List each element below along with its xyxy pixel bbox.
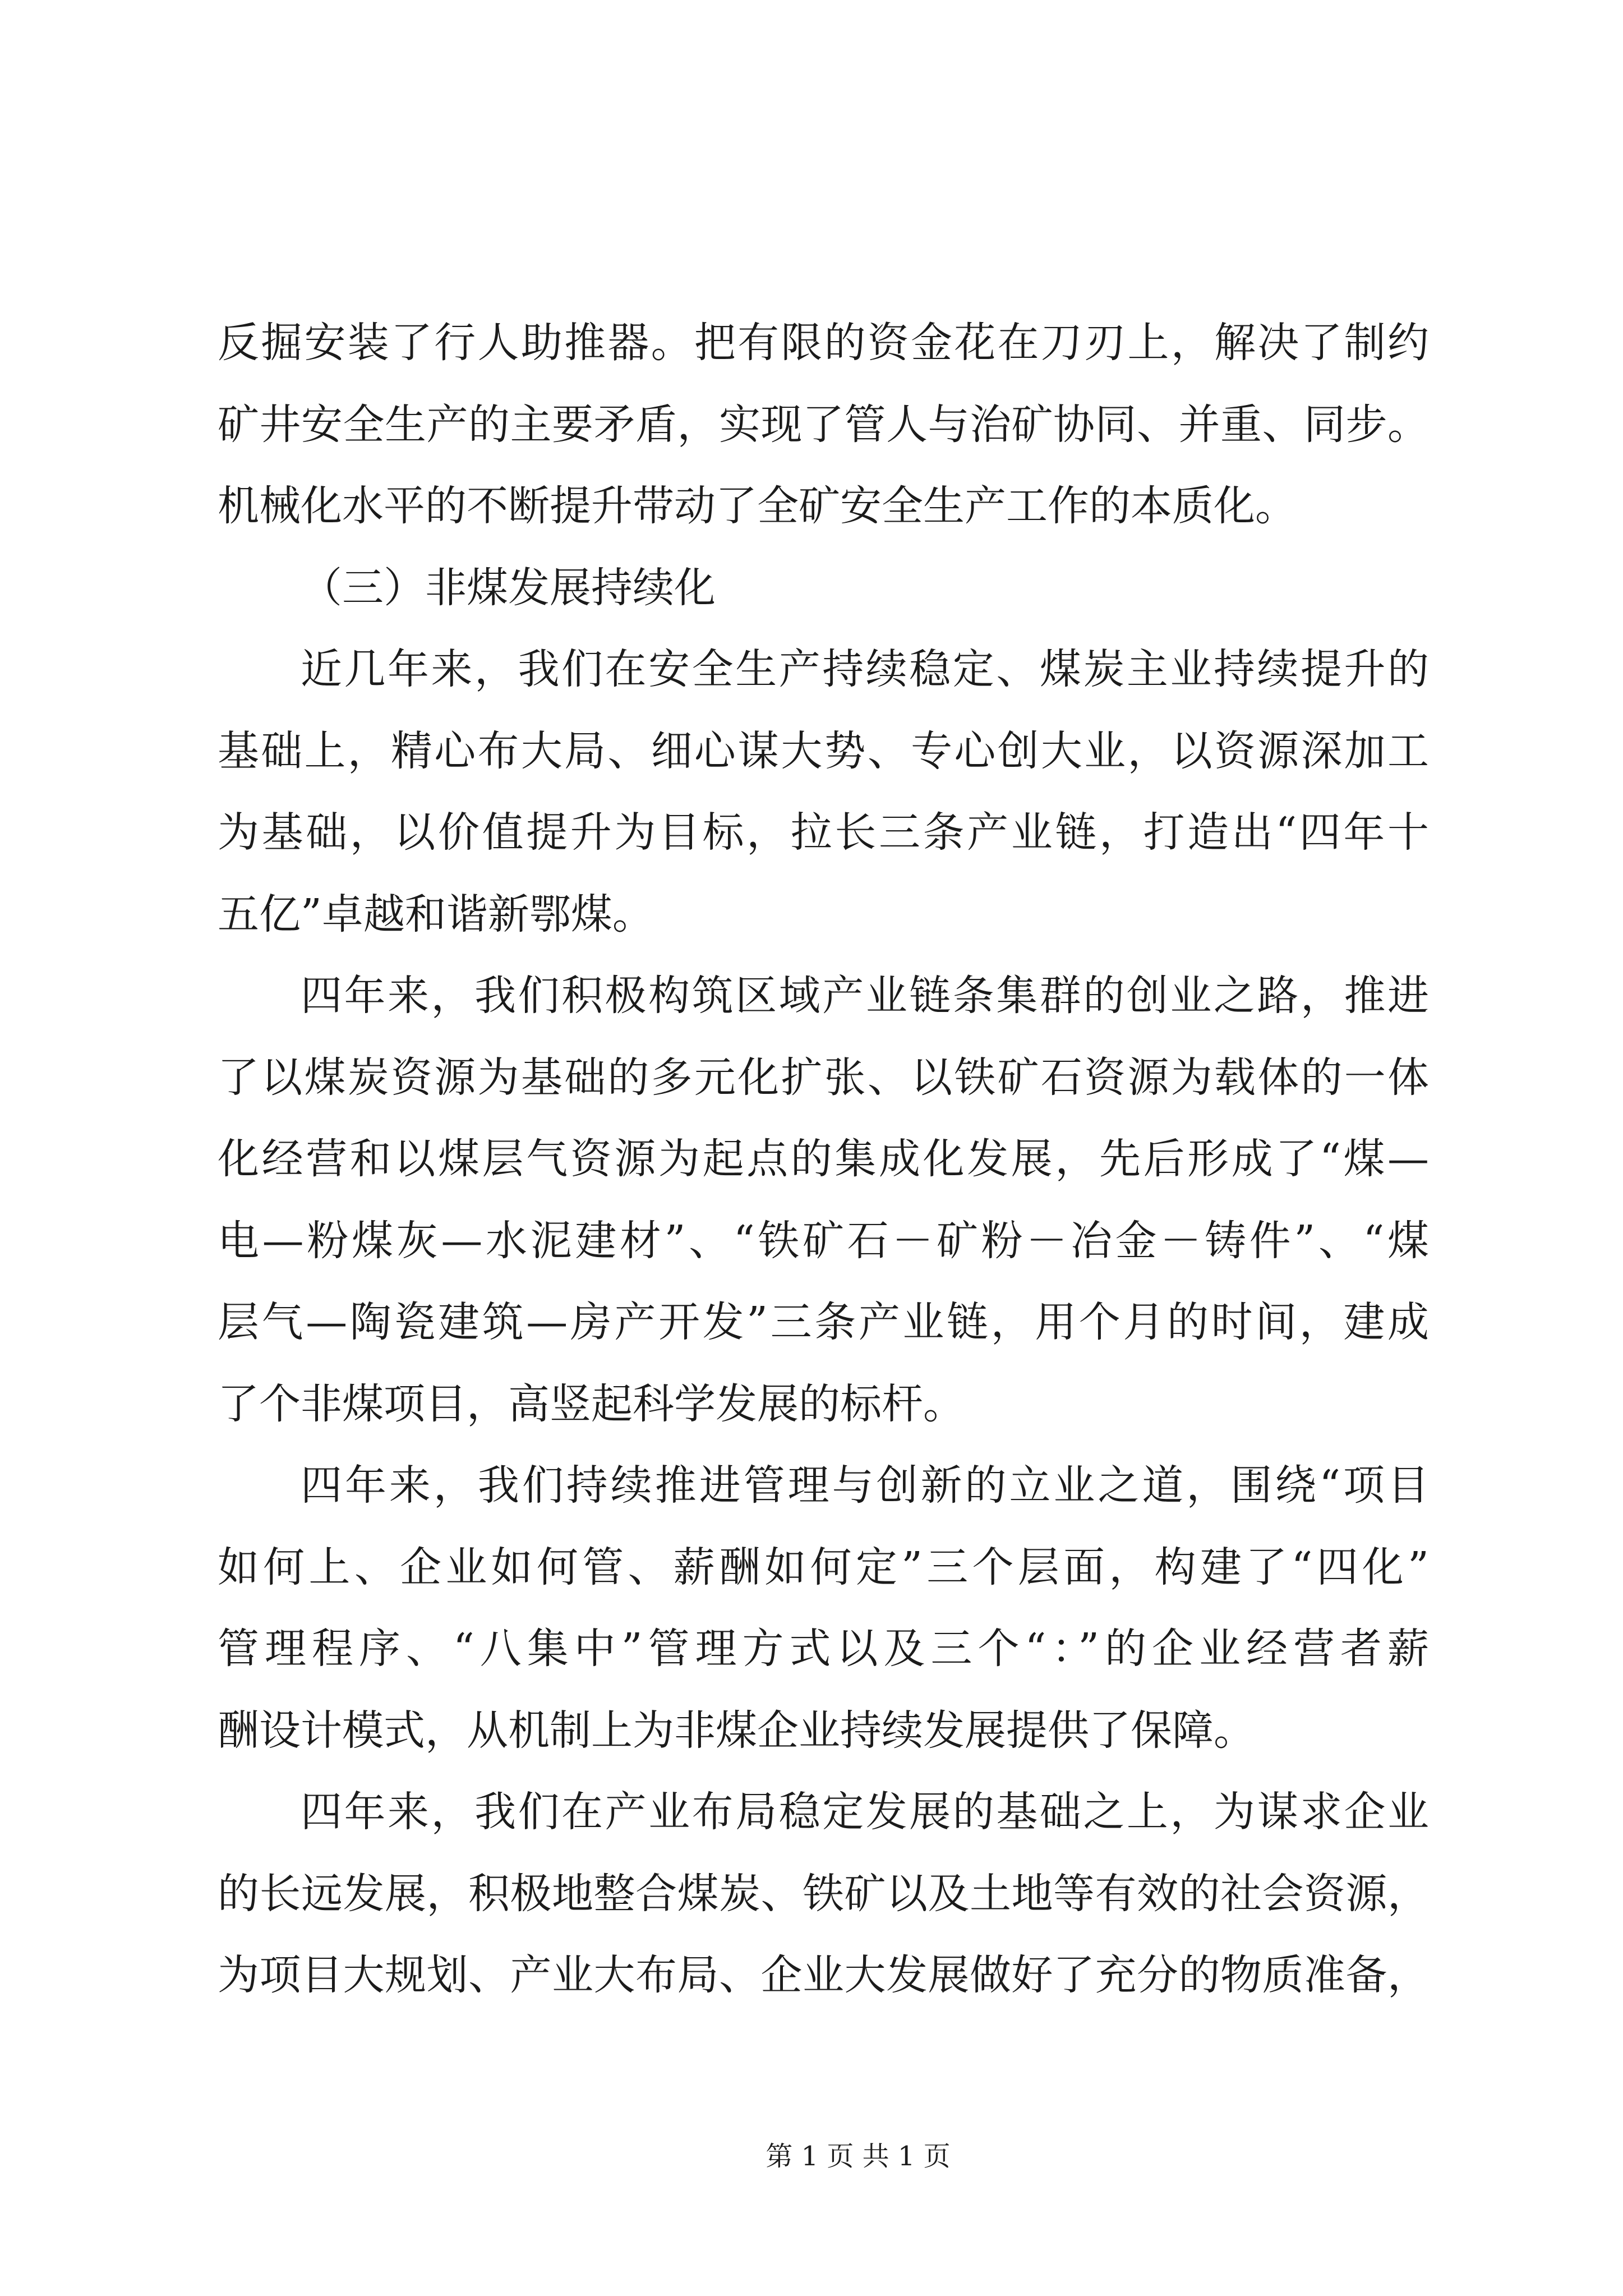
text-line: 酬设计模式，从机制上为非煤企业持续发展提供了保障。 <box>218 1706 1255 1755</box>
text-line: 矿井安全生产的主要矛盾，实现了管人与治矿协同、并重、同步。 <box>218 400 1429 449</box>
text-line: 四年来，我们积极构筑区域产业链条集群的创业之路，推进 <box>301 972 1429 1020</box>
section-heading <box>218 547 1429 629</box>
text-line: 了以煤炭资源为基础的多元化扩张、以铁矿石资源为载体的一体 <box>218 1053 1429 1102</box>
text-line: 四年来，我们持续推进管理与创新的立业之道，围绕“项目 <box>301 1461 1429 1510</box>
paragraph <box>218 1445 1429 1772</box>
text-line: 的长远发展，积极地整合煤炭、铁矿以及土地等有效的社会资源， <box>218 1869 1429 1918</box>
text-line: 近几年来，我们在安全生产持续稳定、煤炭主业持续提升的 <box>301 645 1429 693</box>
text-line: 层气—陶瓷建筑—房产开发”三条产业链，用个月的时间，建成 <box>218 1298 1429 1346</box>
text-line: 了个非煤项目，高竖起科学发展的标杆。 <box>218 1379 965 1428</box>
paragraph <box>218 955 1429 1445</box>
text-line: 四年来，我们在产业布局稳定发展的基础之上，为谋求企业 <box>301 1788 1429 1836</box>
section-heading-text: （三）非煤发展持续化 <box>301 563 716 612</box>
paragraph <box>218 629 1429 955</box>
document-body <box>218 302 1429 2017</box>
text-line: 管理程序、“八集中”管理方式以及三个“：”的企业经营者薪 <box>218 1625 1429 1673</box>
text-line: 如何上、企业如何管、薪酬如何定”三个层面，构建了“四化” <box>218 1543 1429 1591</box>
paragraph <box>218 302 1429 547</box>
text-line: 机械化水平的不断提升带动了全矿安全生产工作的本质化。 <box>218 482 1297 530</box>
text-line: 化经营和以煤层气资源为起点的集成化发展，先后形成了“煤— <box>218 1135 1429 1183</box>
text-line: 为项目大规划、产业大布局、企业大发展做好了充分的物质准备， <box>218 1951 1429 1999</box>
text-line: 五亿”卓越和谐新鄂煤。 <box>218 890 654 938</box>
page-footer <box>746 2139 970 2173</box>
paragraph <box>218 1772 1429 2017</box>
text-line: 为基础，以价值提升为目标，拉长三条产业链，打造出“四年十 <box>218 808 1429 857</box>
text-line: 反掘安装了行人助推器。把有限的资金花在刀刃上，解决了制约 <box>218 319 1429 367</box>
text-line: 电—粉煤灰—水泥建材”、“铁矿石－矿粉－冶金－铸件”、“煤 <box>218 1216 1429 1265</box>
page-number-label: 第 1 页 共 1 页 <box>766 2141 951 2172</box>
text-line: 基础上，精心布大局、细心谋大势、专心创大业，以资源深加工 <box>218 726 1429 775</box>
